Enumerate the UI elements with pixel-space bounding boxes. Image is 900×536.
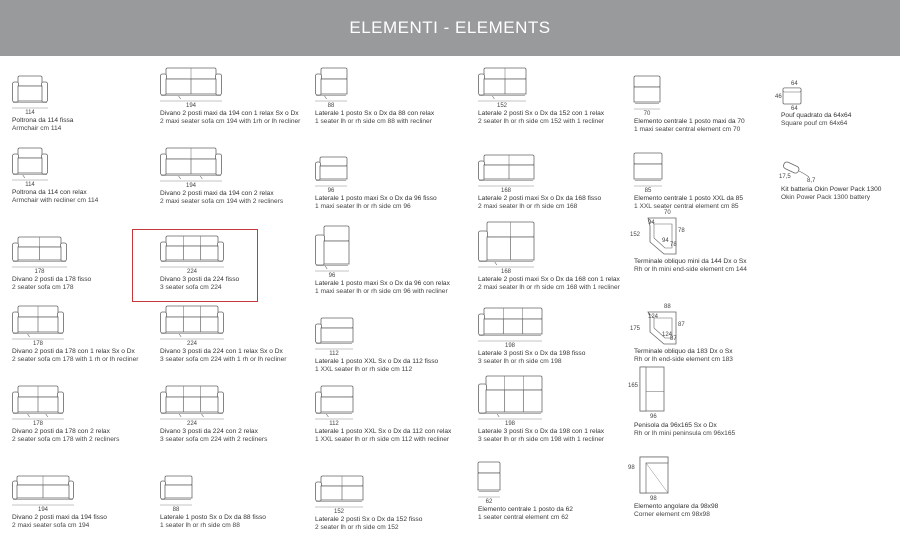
- dimension-label: 94: [648, 220, 655, 226]
- element-name-en: Corner element cm 98x98: [634, 511, 710, 518]
- dimension-label: 152: [333, 509, 344, 515]
- element-sofa-3-224-relax2: [160, 386, 300, 446]
- element-battery-okin: [781, 162, 900, 222]
- dimension-label: 85: [644, 188, 652, 194]
- element-name-it: Penisola da 96x165 Sx o Dx: [634, 422, 717, 429]
- element-name-en: 1 seater lh or rh side cm 88 with recliner: [315, 118, 432, 125]
- dimension-label: 17,5: [779, 174, 791, 180]
- element-corner-98x98: [628, 455, 774, 518]
- element-name-en: Armchair with recliner cm 114: [12, 197, 99, 204]
- dimension-label: 87: [670, 336, 677, 342]
- dimension-label: 112: [329, 421, 339, 427]
- element-name-en: Square pouf cm 64x64: [781, 120, 848, 127]
- element-side-1-maxi-96-relax: [315, 226, 455, 295]
- element-name-en: 2 seater lh or rh side cm 152 with 1 recliner: [478, 118, 605, 125]
- element-name-en: 2 seater lh or rh side cm 152: [315, 524, 399, 531]
- element-side-2-maxi-168: [478, 155, 618, 215]
- element-drawing: [478, 222, 558, 282]
- element-name-en: 1 maxi seater central element cm 70: [634, 126, 741, 133]
- element-name-en: 2 maxi seater lh or rh side cm 168: [478, 203, 578, 210]
- element-name-en: 1 seater central element cm 62: [478, 514, 569, 521]
- element-sofa-3-224-relax1: [160, 306, 300, 366]
- element-name-en: Rh or lh end-side element cm 183: [634, 356, 733, 363]
- dimension-label: 178: [34, 269, 45, 275]
- dimension-label: 114: [25, 182, 35, 188]
- dimension-label: 194: [185, 103, 196, 109]
- dimension-label: 88: [327, 103, 335, 109]
- dimension-label: 96: [327, 188, 335, 194]
- dimension-label: 87: [678, 322, 685, 328]
- dimension-label: 178: [32, 421, 43, 427]
- element-name-it: Divano 3 posti da 224 fisso: [160, 276, 240, 283]
- dimension-label: 70: [643, 111, 651, 117]
- dimension-label: 224: [186, 421, 197, 427]
- element-sofa-2-178: [12, 237, 152, 297]
- element-side-1-88: [160, 476, 300, 536]
- element-name-it: Divano 2 posti da 178 con 1 relax Sx o Dx: [12, 348, 135, 355]
- element-name-it: Laterale 2 posti Sx o Dx da 152 fisso: [315, 516, 423, 523]
- element-drawing: [478, 376, 558, 436]
- element-side-2-maxi-168-relax: [478, 222, 620, 291]
- element-name-it: Kit batteria Okin Power Pack 1300: [781, 186, 882, 193]
- element-name-it: Laterale 1 posto XXL Sx o Dx da 112 fisso: [315, 358, 439, 365]
- element-name-en: 2 maxi seater lh or rh side cm 168 with 1 recliner: [478, 284, 620, 291]
- element-central-maxi-70: [634, 76, 774, 136]
- dimension-label: 224: [186, 269, 197, 275]
- element-central-xxl-85: [634, 153, 774, 213]
- dimension-label: 168: [500, 188, 511, 194]
- element-central-62: [478, 462, 618, 522]
- dimension-label: 194: [37, 507, 48, 513]
- element-name-en: 3 seater sofa cm 224 with 2 recliners: [160, 436, 268, 443]
- element-side-3-198: [478, 308, 618, 368]
- dimension-label: 112: [329, 351, 339, 357]
- element-name-en: Armchair cm 114: [12, 125, 62, 132]
- element-side-1-xxl-112: [315, 318, 455, 378]
- element-name-en: 1 maxi seater lh or rh side cm 96 with recliner: [315, 288, 448, 295]
- element-name-en: 3 seater lh or rh side cm 198 with 1 recliner: [478, 436, 605, 443]
- element-name-en: Rh or lh mini peninsula cm 96x165: [634, 430, 736, 437]
- dimension-label: 124: [662, 332, 673, 338]
- element-name-it: Elemento centrale 1 posto maxi da 70: [634, 118, 745, 125]
- element-name-it: Elemento centrale 1 posto XXL da 85: [634, 195, 743, 202]
- element-name-en: 1 XXL seater lh or rh side cm 112 with recliner: [315, 436, 450, 443]
- dimension-label: 224: [186, 341, 197, 347]
- element-sofa-2-maxi-194-relax1: [160, 68, 300, 128]
- dimension-label: 78: [670, 242, 677, 248]
- element-name-en: Okin Power Pack 1300 battery: [781, 194, 871, 201]
- element-name-it: Pouf quadrato da 64x64: [781, 112, 852, 119]
- element-name-it: Elemento angolare da 98x98: [634, 503, 719, 510]
- dimension-label: 96: [650, 414, 657, 420]
- element-name-it: Divano 3 posti da 224 con 1 relax Sx o Dx: [160, 348, 283, 355]
- element-sofa-2-178-relax1: [12, 306, 152, 366]
- element-name-it: Divano 2 posti da 178 con 2 relax: [12, 428, 110, 435]
- page-title: ELEMENTI - ELEMENTS: [349, 18, 551, 37]
- element-peninsula-96x165: [628, 365, 774, 437]
- element-name-it: Laterale 3 posti Sx o Dx da 198 fisso: [478, 350, 586, 357]
- element-name-en: 1 maxi seater lh or rh side cm 96: [315, 203, 411, 210]
- dimension-label: 98: [650, 496, 657, 502]
- element-name-en: 2 maxi seater sofa cm 194: [12, 522, 90, 529]
- dimension-label: 124: [648, 314, 659, 320]
- element-side-1-xxl-112-relax: [315, 386, 455, 446]
- element-name-it: Poltrona da 114 fissa: [12, 117, 74, 124]
- page-header: [0, 0, 900, 56]
- element-pouf-64x64: [775, 81, 900, 146]
- element-side-2-152: [315, 476, 455, 536]
- element-armchair-114: [12, 76, 152, 136]
- dimension-label: 62: [485, 499, 493, 505]
- dimension-label: 46: [775, 94, 782, 100]
- element-name-it: Divano 2 posti maxi da 194 con 2 relax: [160, 190, 274, 197]
- dimension-label: 78: [678, 228, 685, 234]
- element-name-it: Elemento centrale 1 posto da 62: [478, 506, 573, 513]
- dimension-label: 98: [628, 465, 635, 471]
- element-name-it: Divano 2 posti maxi da 194 con 1 relax Sx o Dx: [160, 110, 299, 117]
- element-side-2-152-relax: [478, 68, 618, 128]
- element-sofa-2-178-relax2: [12, 386, 152, 446]
- dimension-label: 152: [630, 232, 641, 238]
- element-name-it: Terminale obliquo mini da 144 Dx o Sx: [634, 258, 747, 265]
- element-sofa-2-maxi-194: [12, 476, 152, 536]
- element-armchair-114-relax: [12, 148, 152, 208]
- element-name-it: Laterale 1 posto XXL Sx o Dx da 112 con relax: [315, 428, 452, 435]
- element-name-it: Laterale 2 posti maxi Sx o Dx da 168 con 1 relax: [478, 276, 620, 283]
- element-name-it: Laterale 3 posti Sx o Dx da 198 con 1 relax: [478, 428, 605, 435]
- dimension-label: 64: [791, 81, 798, 87]
- element-name-it: Laterale 1 posto Sx o Dx da 88 con relax: [315, 110, 435, 117]
- element-name-en: 2 seater sofa cm 178: [12, 284, 74, 291]
- element-name-en: 2 maxi seater sofa cm 194 with 2 recliners: [160, 198, 284, 205]
- element-name-it: Laterale 2 posti maxi Sx o Dx da 168 fisso: [478, 195, 602, 202]
- dimension-label: 175: [630, 326, 641, 332]
- element-name-en: 3 seater sofa cm 224: [160, 284, 222, 291]
- element-side-1-maxi-96: [315, 157, 455, 217]
- element-name-it: Poltrona da 114 con relax: [12, 189, 87, 196]
- element-end-oblique-mini-144: [630, 210, 774, 276]
- dimension-label: 168: [500, 269, 511, 275]
- element-name-en: 1 XXL seater central element cm 85: [634, 203, 739, 210]
- element-name-en: 1 seater lh or rh side cm 88: [160, 522, 240, 529]
- element-name-en: 3 seater lh or rh side cm 198: [478, 358, 562, 365]
- dimension-label: 178: [32, 341, 43, 347]
- dimension-label: 198: [504, 343, 515, 349]
- dimension-label: 94: [662, 238, 669, 244]
- element-sofa-2-maxi-194-relax2: [160, 148, 300, 208]
- element-name-it: Divano 2 posti da 178 fisso: [12, 276, 92, 283]
- element-name-it: Divano 3 posti da 224 con 2 relax: [160, 428, 258, 435]
- element-name-en: Rh or lh mini end-side element cm 144: [634, 266, 747, 273]
- element-side-3-198-relax: [478, 376, 618, 443]
- element-name-en: 1 XXL seater lh or rh side cm 112: [315, 366, 413, 373]
- dimension-label: 8,7: [807, 178, 816, 184]
- element-name-it: Divano 2 posti maxi da 194 fisso: [12, 514, 107, 521]
- element-name-it: Laterale 1 posto maxi Sx o Dx da 96 fisso: [315, 195, 437, 202]
- element-name-it: Laterale 1 posto maxi Sx o Dx da 96 con relax: [315, 280, 450, 287]
- dimension-label: 165: [628, 383, 639, 389]
- element-name-en: 3 seater sofa cm 224 with 1 rh or lh recliner: [160, 356, 287, 363]
- element-name-it: Laterale 1 posto Sx o Dx da 88 fisso: [160, 514, 266, 521]
- element-name-it: Terminale obliquo da 183 Dx o Sx: [634, 348, 733, 355]
- dimension-label: 198: [504, 421, 515, 427]
- element-drawing: [634, 365, 714, 425]
- dimension-label: 64: [791, 106, 798, 112]
- element-name-it: Laterale 2 posti Sx o Dx da 152 con 1 relax: [478, 110, 605, 117]
- element-name-en: 2 maxi seater sofa cm 194 with 1rh or lh recliner: [160, 118, 301, 125]
- dimension-label: 114: [25, 110, 35, 116]
- element-sofa-3-224: [160, 236, 300, 296]
- element-name-en: 2 seater sofa cm 178 with 2 recliners: [12, 436, 120, 443]
- element-side-1-88-relax: [315, 68, 455, 128]
- dimension-label: 88: [664, 304, 671, 310]
- dimension-label: 152: [496, 103, 507, 109]
- dimension-label: 70: [664, 210, 671, 216]
- element-name-en: 2 seater sofa cm 178 with 1 rh or lh recliner: [12, 356, 139, 363]
- dimension-label: 194: [185, 183, 196, 189]
- element-end-oblique-183: [630, 304, 774, 370]
- dimension-label: 96: [328, 273, 336, 279]
- dimension-label: 88: [172, 507, 180, 513]
